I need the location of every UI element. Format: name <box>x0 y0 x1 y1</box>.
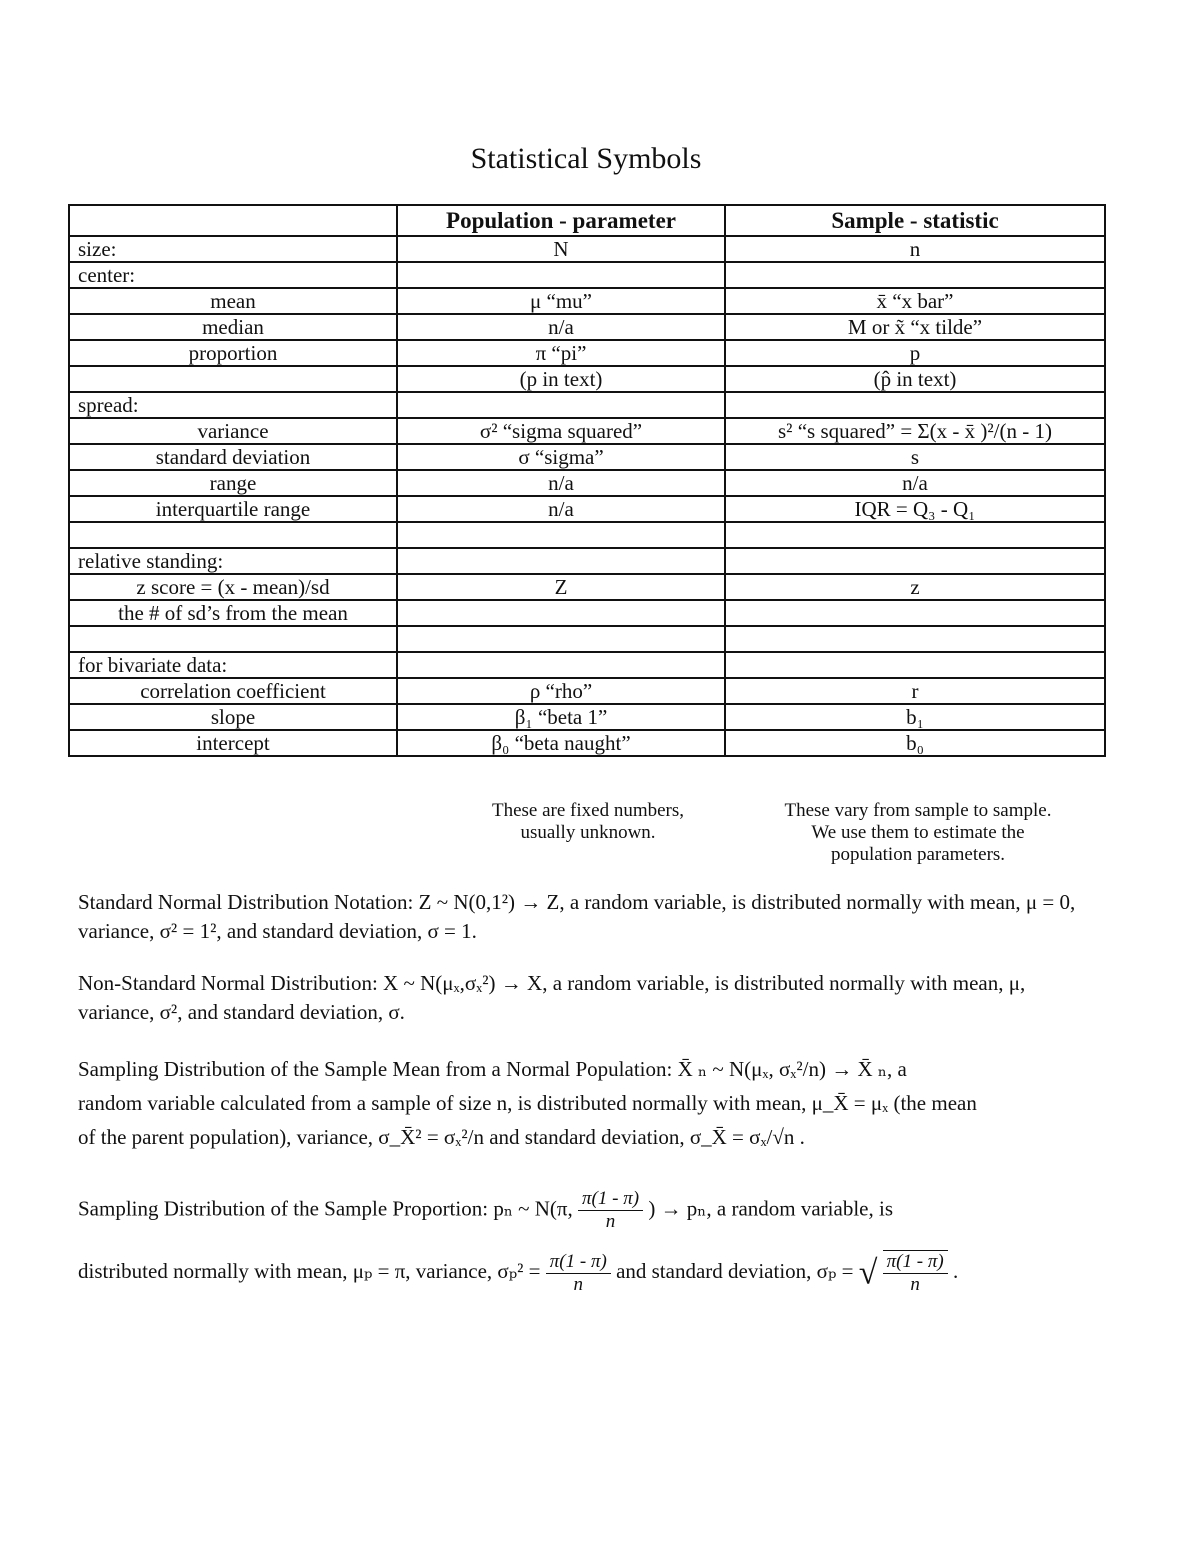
non-standard-normal-paragraph: Non-Standard Normal Distribution: X ~ N(μₓ,σₓ²) → X, a random variable, is distributed normally with mean, μ, variance, σ², and standard deviation, σ. <box>78 971 1026 1024</box>
population-cell: μ “mu” <box>397 288 725 314</box>
row-label: z score = (x - mean)/sd <box>69 574 397 600</box>
row-label: slope <box>69 704 397 730</box>
row-label: relative standing: <box>69 548 397 574</box>
prop-text: distributed normally with mean, μₚ = π, variance, σₚ² = <box>78 1258 541 1283</box>
table-row <box>69 548 1105 574</box>
population-note-line: usually unknown. <box>520 822 656 843</box>
population-note <box>438 800 738 844</box>
table-row <box>69 392 1105 418</box>
row-label: intercept <box>69 730 397 756</box>
table-row <box>69 236 1105 262</box>
sample-proportion-line-2 <box>78 1250 1098 1296</box>
prop-text: . <box>952 1258 959 1283</box>
sample-cell <box>725 522 1105 548</box>
population-cell <box>397 600 725 626</box>
table-row <box>69 262 1105 288</box>
row-label: median <box>69 314 397 340</box>
variance-fraction <box>578 1188 643 1233</box>
row-label: correlation coefficient <box>69 678 397 704</box>
sample-mean-line: of the parent population), variance, σ_X̄² = σₓ²/n and standard deviation, σ_X̄ = σₓ/√n . <box>78 1125 805 1149</box>
row-label: spread: <box>69 392 397 418</box>
table-row <box>69 522 1105 548</box>
sample-cell <box>725 652 1105 678</box>
row-label: variance <box>69 418 397 444</box>
population-cell: β₀ “beta naught” <box>397 730 725 756</box>
variance-fraction <box>546 1251 611 1296</box>
population-cell: n/a <box>397 496 725 522</box>
page-title: Statistical Symbols <box>470 142 702 175</box>
header-sample: Sample - statistic <box>725 205 1105 236</box>
table-row <box>69 366 1105 392</box>
population-cell: π “pi” <box>397 340 725 366</box>
table-body <box>69 236 1105 756</box>
prop-text: Sampling Distribution of the Sample Proportion: pₙ ~ N(π, <box>78 1196 573 1221</box>
table-row <box>69 730 1105 756</box>
population-cell: σ “sigma” <box>397 444 725 470</box>
sample-proportion-line-1 <box>78 1188 1098 1233</box>
sample-mean-paragraph <box>78 1052 1098 1154</box>
row-label: interquartile range <box>69 496 397 522</box>
sample-note-line: These vary from sample to sample. <box>784 800 1052 821</box>
fraction-numerator: π(1 - π) <box>578 1188 643 1211</box>
sample-cell <box>725 262 1105 288</box>
row-label: the # of sd’s from the mean <box>69 600 397 626</box>
sample-cell: (p̂ in text) <box>725 366 1105 392</box>
table-row <box>69 496 1105 522</box>
table-row <box>69 678 1105 704</box>
table-header-row <box>69 205 1105 236</box>
fraction-denominator: n <box>605 1211 616 1232</box>
row-label: center: <box>69 262 397 288</box>
sqrt-icon: √ <box>858 1254 878 1292</box>
sample-cell: IQR = Q₃ - Q₁ <box>725 496 1105 522</box>
table-row <box>69 600 1105 626</box>
population-cell <box>397 262 725 288</box>
table-row <box>69 704 1105 730</box>
population-cell: N <box>397 236 725 262</box>
population-cell: (p in text) <box>397 366 725 392</box>
row-label: standard deviation <box>69 444 397 470</box>
population-note-line: These are fixed numbers, <box>491 800 685 821</box>
table-row <box>69 340 1105 366</box>
sd-fraction <box>883 1251 948 1296</box>
sqrt-expression <box>859 1250 948 1296</box>
sample-cell: n <box>725 236 1105 262</box>
prop-text: ) → pₙ, a random variable, is <box>648 1196 893 1221</box>
sample-mean-line: random variable calculated from a sample of size n, is distributed normally with mean, μ_X̄ = μₓ (the mean <box>78 1091 977 1115</box>
population-cell <box>397 626 725 652</box>
sample-cell: r <box>725 678 1105 704</box>
sample-cell <box>725 392 1105 418</box>
population-cell: β₁ “beta 1” <box>397 704 725 730</box>
sample-cell: z <box>725 574 1105 600</box>
sample-note <box>768 800 1068 866</box>
sample-cell <box>725 626 1105 652</box>
sqrt-radicand <box>883 1250 948 1296</box>
sample-cell <box>725 600 1105 626</box>
sample-mean-line: Sampling Distribution of the Sample Mean from a Normal Population: X̄ ₙ ~ N(μₓ, σₓ²/n) → X̄ ₙ, a <box>78 1057 907 1081</box>
sample-cell <box>725 548 1105 574</box>
population-cell <box>397 548 725 574</box>
fraction-denominator: n <box>573 1273 584 1295</box>
row-label: size: <box>69 236 397 262</box>
row-label <box>69 366 397 392</box>
sample-cell: M or x̃ “x tilde” <box>725 314 1105 340</box>
fraction-numerator: π(1 - π) <box>546 1251 611 1274</box>
sample-cell: s <box>725 444 1105 470</box>
population-cell: n/a <box>397 470 725 496</box>
prop-text: and standard deviation, σₚ = <box>616 1258 854 1283</box>
sample-note-line: We use them to estimate the <box>811 822 1025 843</box>
row-label: for bivariate data: <box>69 652 397 678</box>
row-label <box>69 522 397 548</box>
row-label <box>69 626 397 652</box>
sample-note-line: population parameters. <box>830 844 1006 865</box>
table-row <box>69 470 1105 496</box>
sample-cell: b₁ <box>725 704 1105 730</box>
table-row <box>69 626 1105 652</box>
table-row <box>69 288 1105 314</box>
table-row <box>69 652 1105 678</box>
sample-cell: x̄ “x bar” <box>725 288 1105 314</box>
fraction-numerator: π(1 - π) <box>883 1251 948 1274</box>
row-label: proportion <box>69 340 397 366</box>
row-label: mean <box>69 288 397 314</box>
row-label: range <box>69 470 397 496</box>
table-row <box>69 314 1105 340</box>
table-row <box>69 418 1105 444</box>
table-row <box>69 444 1105 470</box>
population-cell: n/a <box>397 314 725 340</box>
population-cell <box>397 652 725 678</box>
population-cell <box>397 522 725 548</box>
fraction-denominator: n <box>910 1274 920 1295</box>
standard-normal-paragraph: Standard Normal Distribution Notation: Z ~ N(0,1²) → Z, a random variable, is distributed normally with mean, μ = 0, variance, σ² = 1², and standard deviation, σ = 1. <box>78 890 1076 943</box>
header-population: Population - parameter <box>397 205 725 236</box>
population-cell: σ² “sigma squared” <box>397 418 725 444</box>
sample-cell: n/a <box>725 470 1105 496</box>
table-row <box>69 574 1105 600</box>
population-cell <box>397 392 725 418</box>
population-cell: ρ “rho” <box>397 678 725 704</box>
sample-cell: b₀ <box>725 730 1105 756</box>
symbols-table <box>68 204 1106 757</box>
sample-cell: s² “s squared” = Σ(x - x̄ )²/(n - 1) <box>725 418 1105 444</box>
population-cell: Z <box>397 574 725 600</box>
header-blank <box>69 205 397 236</box>
sample-cell: p <box>725 340 1105 366</box>
